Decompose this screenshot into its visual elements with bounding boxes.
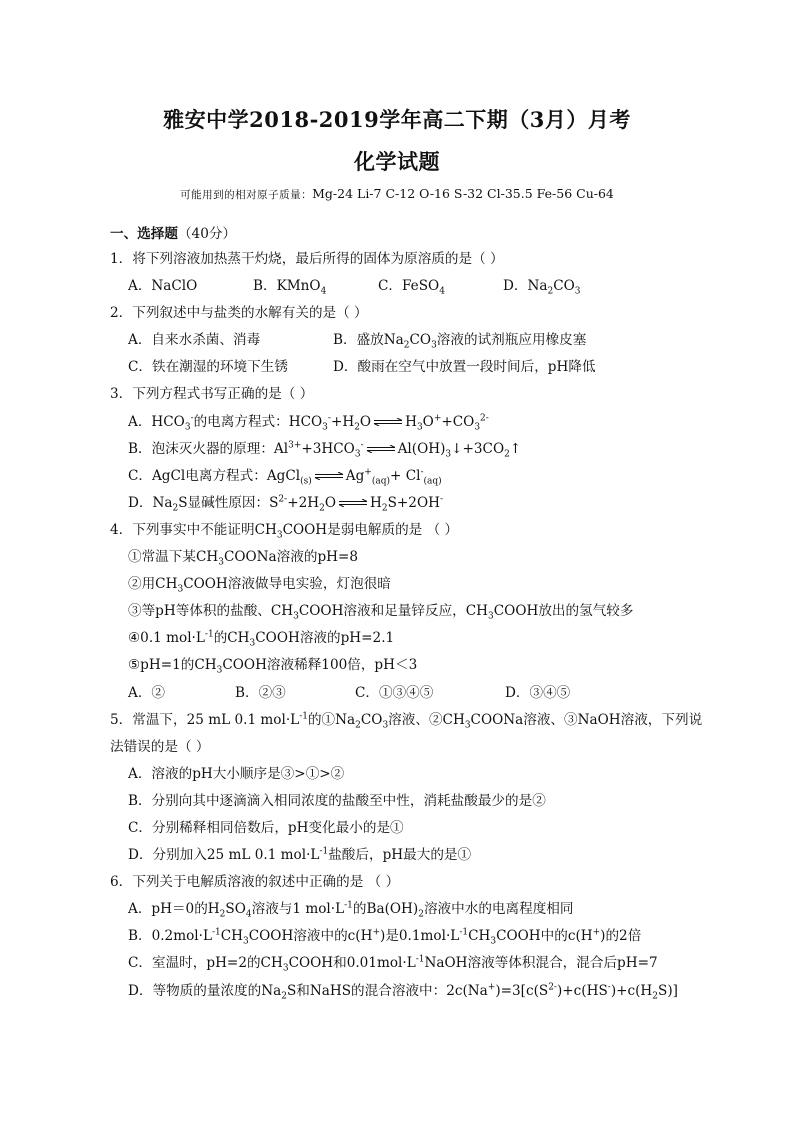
answer-option[interactable]: A．自来水杀菌、消毒 <box>128 332 261 349</box>
question-4-fact: ②用$CH_3COOH$溶液做导电实验，灯泡很暗 <box>128 576 391 595</box>
answer-option[interactable]: A．NaClO <box>128 278 198 295</box>
atomic-masses-label: 可能用到的相对原子质量： <box>180 189 313 201</box>
answer-option[interactable]: A．② <box>128 684 166 701</box>
answer-option[interactable]: C．①③④⑤ <box>355 684 434 701</box>
section-heading <box>110 222 690 246</box>
answer-option[interactable]: D．分别加入25 mL 0.1 $mol\cdot L^{-1}$盐酸后，pH最大的是① <box>128 846 472 864</box>
answer-option[interactable]: D．$Na_2S$显碱性原因：$S^{2-}+2H_2O$ $H_2S+2OH^-$ <box>128 494 443 514</box>
section-title: 一、选择题 <box>110 226 178 242</box>
question-3-stem: 3．下列方程式书写正确的是（ ） <box>110 386 314 403</box>
exam-content <box>110 222 703 1005</box>
atomic-masses-values: Mg-24 Li-7 C-12 O-16 S-32 Cl-35.5 Fe-56 Cu-64 <box>312 186 614 201</box>
answer-option[interactable]: B．KMnO$_4$ <box>253 278 327 297</box>
question-4-fact: ④0.1 $mol\cdot L^{-1}$的$CH_3COOH$溶液的pH=2.1 <box>128 629 395 650</box>
question-4-fact: ③等pH等体积的盐酸、$CH_3COOH$溶液和足量锌反应，$CH_3COOH$放出的氢气较多 <box>128 603 634 622</box>
answer-option[interactable]: B．$0.2mol\cdot L^{-1}CH_3COOH$溶液中的c(H+)是$0.1mol\cdot L^{-1}CH_3COOH$中的c(H+)的2倍 <box>128 927 642 948</box>
question-4-stem: 4．下列事实中不能证明$CH_3COOH$是弱电解质的是 （ ） <box>110 521 459 541</box>
question-4-fact: ①常温下某$CH_3COONa$溶液的pH=8 <box>128 549 359 568</box>
answer-option[interactable]: B．盛放$Na_2CO_3$溶液的试剂瓶应用橡皮塞 <box>333 332 587 351</box>
question-4-fact: ⑤pH=1的$CH_3COOH$溶液稀释100倍，pH＜3 <box>128 657 418 677</box>
answer-option[interactable]: B．分别向其中逐滴滴入相同浓度的盐酸至中性，消耗盐酸最少的是② <box>128 792 546 809</box>
question-5-stem-continued: 法错误的是（ ） <box>110 738 210 755</box>
question-2-stem: 2．下列叙述中与盐类的水解有关的是（ ） <box>110 305 368 322</box>
answer-option[interactable]: D．酸雨在空气中放置一段时间后，pH降低 <box>333 359 596 376</box>
answer-option[interactable]: D．等物质的量浓度的$Na_2S$和NaHS的混合溶液中：$2c(Na^+)=3[c(S^{2-})+c(HS^-)+c(H_2S)]$ <box>128 982 678 1002</box>
question-1-stem: 1．将下列溶液加热蒸干灼烧，最后所得的固体为原溶质的是（ ） <box>110 251 504 267</box>
question-4-options <box>110 680 690 707</box>
question-2-options <box>110 327 690 354</box>
answer-option[interactable]: C．FeSO$_4$ <box>378 278 445 297</box>
answer-option[interactable]: D．$Na_2CO_3$ <box>503 278 581 297</box>
answer-option[interactable]: A．溶液的pH大小顺序是③>①>② <box>128 765 345 782</box>
question-2-options <box>110 354 690 381</box>
answer-option[interactable]: A．pH＝0的$H_2SO_4$溶液与1 $mol\cdot L^{-1}$的$Ba(OH)_2$溶液中水的电离程度相同 <box>128 900 574 920</box>
answer-option[interactable]: C．铁在潮湿的环境下生锈 <box>128 359 288 376</box>
question-6-stem: 6．下列关于电解质溶液的叙述中正确的是 （ ） <box>110 874 400 891</box>
question-5-stem: 5．常温下，25 mL 0.1 $mol\cdot L^{-1}$的$①Na_2CO_3$溶液、$②CH_3COONa$溶液、③NaOH溶液，下列说 <box>110 711 703 731</box>
exam-title: 雅安中学2018-2019学年高二下期（3月）月考 <box>163 107 631 132</box>
exam-subtitle: 化学试题 <box>354 149 440 174</box>
answer-option[interactable]: C．AgCl电离方程式：AgCl$_{(s)}$ $Ag^+_{(aq)}+ Cl^-_{(aq)}$ <box>128 467 442 487</box>
section-score: （40分） <box>177 226 237 242</box>
question-1-options <box>110 273 690 300</box>
answer-option[interactable]: A．$HCO_3^-$的电离方程式：$HCO_3^-+H_2O$ $H_3O^++CO_3^{2-}$ <box>128 413 489 433</box>
question-list <box>110 246 703 1005</box>
atomic-masses <box>0 186 794 202</box>
answer-option[interactable]: B．②③ <box>235 684 286 701</box>
answer-option[interactable]: C．室温时，pH=2的$CH_3COOH$和$0.01mol\cdot L^{-1}NaOH$溶液等体积混合，混合后pH=7 <box>128 954 658 975</box>
answer-option[interactable]: D．③④⑤ <box>505 684 571 701</box>
answer-option[interactable]: C．分别稀释相同倍数后，pH变化最小的是① <box>128 819 404 836</box>
answer-option[interactable]: B．泡沫灭火器的原理：$Al^{3+}+3HCO_3^-$ $Al(OH)_3↓+3CO_2↑$ <box>128 440 522 460</box>
